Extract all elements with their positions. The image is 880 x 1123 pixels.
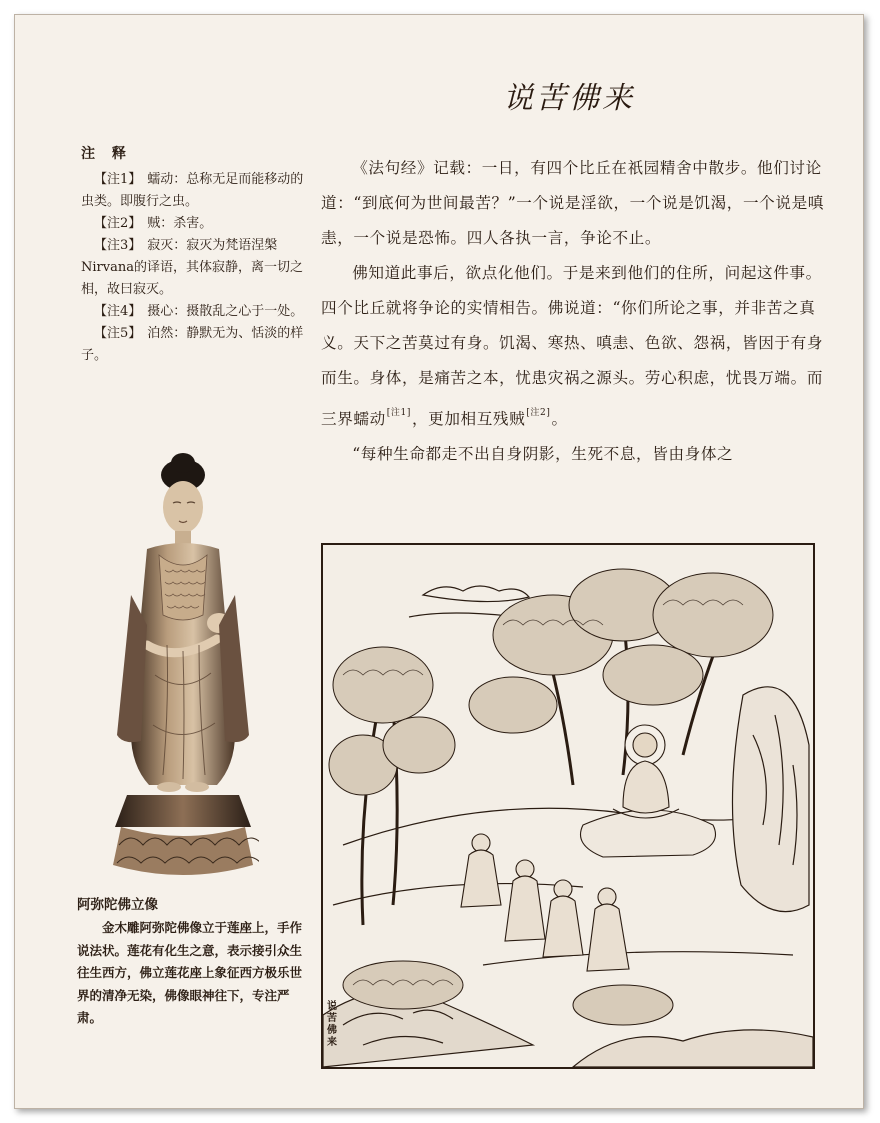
note-reference-2: [注2] bbox=[526, 408, 551, 418]
main-text bbox=[321, 151, 827, 472]
note-item bbox=[81, 213, 311, 235]
book-page bbox=[14, 14, 864, 1109]
note-text: 寂灭：寂灭为梵语涅槃Nirvana的译语，其体寂静，离一切之相，故曰寂灭。 bbox=[81, 238, 303, 297]
paragraph-3: “每种生命都走不出自身阴影，生死不息，皆由身体之 bbox=[352, 445, 734, 463]
note-reference-1: [注1] bbox=[386, 408, 411, 418]
note-text: 蠕动：总称无足而能移动的虫类。即腹行之虫。 bbox=[81, 172, 304, 209]
page-title: 说苦佛来 bbox=[503, 81, 635, 116]
note-text: 摄心：摄散乱之心于一处。 bbox=[147, 304, 304, 319]
paragraph-2-part-b: ，更加相互残贼 bbox=[411, 410, 526, 428]
note-id: 【注5】 bbox=[94, 326, 142, 341]
note-id: 【注2】 bbox=[94, 216, 142, 231]
note-id: 【注3】 bbox=[94, 238, 142, 253]
caption-title: 阿弥陀佛立像 bbox=[77, 897, 158, 913]
note-item bbox=[81, 323, 311, 367]
buddha-statue-photo bbox=[107, 445, 259, 891]
woodcut-seal-label: 说苦佛来 bbox=[327, 1001, 337, 1048]
notes-section bbox=[81, 143, 311, 367]
woodcut-scene bbox=[323, 545, 813, 1067]
note-id: 【注1】 bbox=[94, 172, 142, 187]
note-item bbox=[81, 235, 311, 301]
note-item bbox=[81, 301, 311, 323]
paragraph-1: 《法句经》记载：一日，有四个比丘在祇园精舍中散步。他们讨论道：“到底何为世间最苦？”一个说是淫欲，一个说是饥渴，一个说是嗔恚，一个说是恐怖。四人各执一言，争论不止。 bbox=[321, 159, 824, 247]
notes-heading: 注 释 bbox=[81, 146, 132, 162]
caption-body: 金木雕阿弥陀佛像立于莲座上，手作说法状。莲花有化生之意，表示接引众生往生西方，佛立莲花座上象征西方极乐世界的清净无染，佛像眼神往下，专注严肃。 bbox=[77, 920, 303, 1025]
note-text: 贼：杀害。 bbox=[147, 216, 213, 231]
note-text: 泊然：静默无为、恬淡的样子。 bbox=[81, 326, 304, 363]
woodcut-illustration bbox=[321, 543, 815, 1069]
note-id: 【注4】 bbox=[94, 304, 142, 319]
note-item bbox=[81, 169, 311, 213]
paragraph-2-part-c: 。 bbox=[551, 410, 568, 428]
paragraph-2 bbox=[321, 256, 827, 437]
paragraph-2-part-a: 佛知道此事后，欲点化他们。于是来到他们的住所，问起这件事。四个比丘就将争论的实情相告。佛说道：“你们所论之事，并非苦之真义。天下之苦莫过有身。饥渴、寒热、嗔恚、色欲、怨祸，皆因于有身而生。身体，是痛苦之本，忧患灾祸之源头。劳心积虑，忧畏万端。而三界蠕动 bbox=[321, 264, 824, 428]
photo-caption bbox=[77, 893, 313, 1030]
